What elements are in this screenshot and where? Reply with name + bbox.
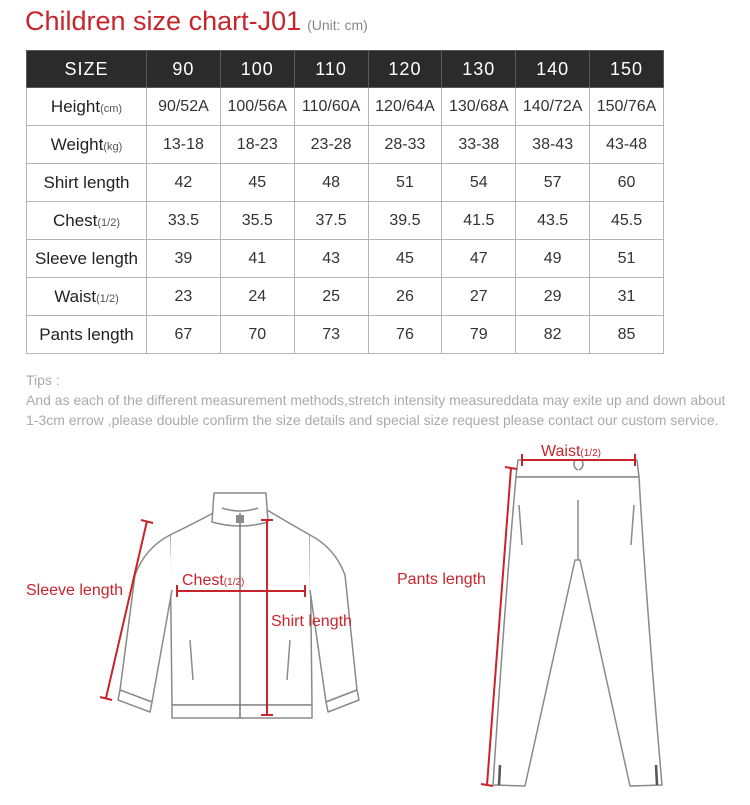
row-label-text: Weight — [50, 134, 104, 154]
header-size: 100 — [220, 51, 294, 88]
table-cell: 73 — [294, 316, 368, 354]
jacket-left-sleeve — [120, 535, 172, 702]
table-cell: 110/60A — [294, 88, 368, 126]
header-size: 130 — [442, 51, 516, 88]
table-cell: 54 — [442, 164, 516, 202]
tips-section — [26, 370, 736, 430]
table-cell: 67 — [147, 316, 221, 354]
row-label-sub: (kg) — [103, 140, 123, 153]
table-cell: 47 — [442, 240, 516, 278]
waist-label — [541, 443, 601, 460]
row-label — [27, 88, 147, 126]
header-corner: SIZE — [27, 51, 147, 88]
row-label — [27, 164, 147, 202]
header-row — [27, 51, 664, 88]
row-label — [27, 202, 147, 240]
table-cell: 43-48 — [590, 126, 664, 164]
table-row — [27, 126, 664, 164]
header-size: 110 — [294, 51, 368, 88]
row-label-text: Height — [50, 96, 101, 116]
table-cell: 49 — [516, 240, 590, 278]
chest-label-sub: (1/2) — [223, 577, 245, 588]
row-label — [27, 126, 147, 164]
table-cell: 90/52A — [147, 88, 221, 126]
pants-right-ankle-zip — [656, 765, 657, 785]
pants-left-ankle-zip — [499, 765, 500, 785]
row-label-text: Waist — [54, 286, 97, 306]
table-cell: 130/68A — [442, 88, 516, 126]
row-label — [27, 278, 147, 316]
table-row — [27, 240, 664, 278]
waist-label-sub: (1/2) — [580, 448, 601, 459]
table-cell: 28-33 — [368, 126, 442, 164]
table-cell: 45 — [220, 164, 294, 202]
table-cell: 33-38 — [442, 126, 516, 164]
table-cell: 25 — [294, 278, 368, 316]
pants-measure-tick — [505, 467, 517, 469]
table-cell: 120/64A — [368, 88, 442, 126]
table-cell: 100/56A — [220, 88, 294, 126]
jacket-hem — [172, 705, 312, 718]
table-cell: 13-18 — [147, 126, 221, 164]
row-label — [27, 316, 147, 354]
table-cell: 150/76A — [590, 88, 664, 126]
table-cell: 31 — [590, 278, 664, 316]
row-label-sub: (1/2) — [97, 216, 121, 229]
pants-length-label: Pants length — [397, 571, 486, 588]
row-label-text: Chest — [52, 210, 98, 230]
table-cell: 48 — [294, 164, 368, 202]
row-label-text: Pants length — [39, 324, 134, 344]
header-size: 140 — [516, 51, 590, 88]
table-cell: 51 — [590, 240, 664, 278]
table-cell: 42 — [147, 164, 221, 202]
table-cell: 79 — [442, 316, 516, 354]
table-cell: 57 — [516, 164, 590, 202]
table-cell: 27 — [442, 278, 516, 316]
table-cell: 18-23 — [220, 126, 294, 164]
table-cell: 41 — [220, 240, 294, 278]
pants-measure-tick — [481, 784, 493, 786]
table-cell: 24 — [220, 278, 294, 316]
table-cell: 76 — [368, 316, 442, 354]
table-cell: 45.5 — [590, 202, 664, 240]
table-cell: 140/72A — [516, 88, 590, 126]
unit-note: (Unit: cm) — [307, 17, 368, 33]
tips-text: And as each of the different measurement methods,stretch intensity measureddata may exite up and down about 1-3cm errow ,please double confirm the size details and special size request please contact our custom service. — [26, 392, 726, 428]
table-cell: 43 — [294, 240, 368, 278]
garment-diagram — [0, 440, 750, 805]
table-cell: 41.5 — [442, 202, 516, 240]
header-size: 150 — [590, 51, 664, 88]
table-cell: 35.5 — [220, 202, 294, 240]
chest-label-text: Chest — [182, 572, 224, 589]
table-cell: 82 — [516, 316, 590, 354]
table-cell: 51 — [368, 164, 442, 202]
table-row — [27, 202, 664, 240]
pants-waistband — [516, 460, 639, 477]
table-row — [27, 278, 664, 316]
size-table — [26, 50, 664, 354]
row-label — [27, 240, 147, 278]
pants-drawing — [493, 460, 662, 786]
table-row — [27, 164, 664, 202]
header-size: 120 — [368, 51, 442, 88]
table-cell: 37.5 — [294, 202, 368, 240]
header-size: 90 — [147, 51, 221, 88]
table-row — [27, 316, 664, 354]
row-label-text: Sleeve length — [34, 248, 139, 268]
page-title — [25, 6, 368, 37]
waist-label-text: Waist — [541, 443, 581, 460]
table-cell: 29 — [516, 278, 590, 316]
table-cell: 23-28 — [294, 126, 368, 164]
table-cell: 26 — [368, 278, 442, 316]
table-cell: 45 — [368, 240, 442, 278]
title-text: Children size chart-J01 — [25, 6, 302, 36]
jacket-body — [170, 508, 312, 705]
table-cell: 38-43 — [516, 126, 590, 164]
sleeve-length-label: Sleeve length — [26, 582, 123, 599]
table-cell: 60 — [590, 164, 664, 202]
table-cell: 70 — [220, 316, 294, 354]
table-row — [27, 88, 664, 126]
table-cell: 23 — [147, 278, 221, 316]
tips-heading: Tips : — [26, 372, 60, 388]
row-label-sub: (1/2) — [96, 292, 119, 305]
jacket-drawing — [118, 493, 359, 718]
zipper-pull-icon — [236, 515, 244, 523]
table-cell: 85 — [590, 316, 664, 354]
table-cell: 33.5 — [147, 202, 221, 240]
row-label-sub: (cm) — [100, 102, 123, 115]
table-cell: 39.5 — [368, 202, 442, 240]
row-label-text: Shirt length — [43, 172, 130, 192]
table-cell: 39 — [147, 240, 221, 278]
shirt-length-label: Shirt length — [271, 613, 352, 630]
table-cell: 43.5 — [516, 202, 590, 240]
